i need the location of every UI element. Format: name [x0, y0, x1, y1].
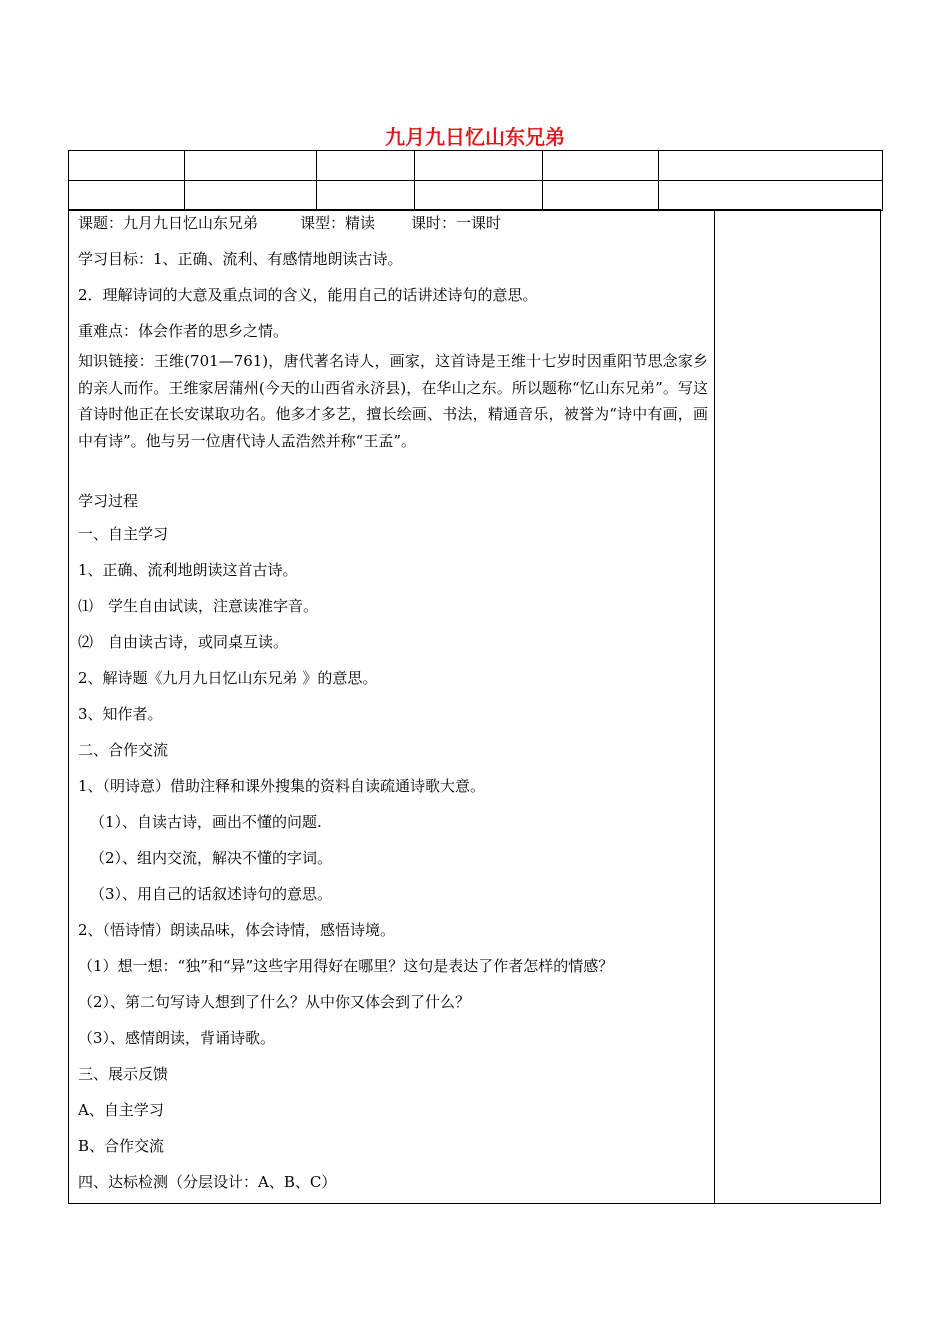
notes-column-divider	[714, 209, 715, 1204]
header-cell	[543, 151, 659, 181]
period-label: 课时：一课时	[411, 214, 502, 232]
header-grid-row	[69, 181, 883, 211]
course-label: 课题：九月九日忆山东兄弟	[78, 214, 259, 232]
list-item: 1、正确、流利地朗读这首古诗。	[78, 561, 298, 579]
section-heading: 学习过程	[78, 492, 139, 510]
header-cell	[659, 151, 883, 181]
header-grid-row	[69, 151, 883, 181]
section-heading: 二、合作交流	[78, 741, 169, 759]
header-cell	[317, 151, 415, 181]
list-item: 3、知作者。	[78, 705, 163, 723]
header-cell	[415, 151, 543, 181]
header-cell	[69, 181, 185, 211]
section-heading: 三、展示反馈	[78, 1065, 169, 1083]
list-item: 2、（悟诗情）朗读品味，体会诗情，感悟诗境。	[78, 921, 396, 939]
list-item: 1、（明诗意）借助注释和课外搜集的资料自读疏通诗歌大意。	[78, 777, 486, 795]
header-cell	[317, 181, 415, 211]
list-item: B、合作交流	[78, 1137, 165, 1155]
header-cell	[543, 181, 659, 211]
list-item: 2、解诗题《九月九日忆山东兄弟 》的意思。	[78, 669, 378, 687]
goal-line: 2．理解诗词的大意及重点词的含义，能用自己的话讲述诗句的意思。	[78, 286, 538, 304]
list-item: A、自主学习	[78, 1101, 164, 1119]
knowledge-paragraph: 知识链接：王维(701—761)，唐代著名诗人，画家，这首诗是王维十七岁时因重阳节思念家乡的亲人而作。王维家居蒲州(今天的山西省永济县)，在华山之东。所以题称“忆山东兄弟”。写这首诗时他正在长安谋取功名。他多才多艺，擅长绘画、书法，精通音乐，被誉为“诗中有画，画中有诗”。他与另一位唐代诗人孟浩然并称“王孟”。	[78, 352, 708, 450]
section-heading: 四、达标检测（分层设计：A、B、C）	[78, 1173, 337, 1191]
type-label: 课型：精读	[300, 214, 376, 232]
list-item: ⑴ 学生自由试读，注意读准字音。	[78, 597, 319, 615]
list-item: （2）、第二句写诗人想到了什么？从中你又体会到了什么？	[78, 993, 471, 1011]
key-point-line: 重难点：体会作者的思乡之情。	[78, 322, 289, 340]
page-title: 九月九日忆山东兄弟	[385, 125, 565, 149]
list-item: （1）想一想：“独”和“异”这些字用得好在哪里？这句是表达了作者怎样的情感？	[78, 957, 614, 975]
header-cell	[415, 181, 543, 211]
course-info-line	[78, 213, 501, 233]
header-grid	[68, 150, 883, 211]
list-item: ⑵ 自由读古诗，或同桌互读。	[78, 633, 289, 651]
goal-line: 学习目标：1、正确、流利、有感情地朗读古诗。	[78, 250, 403, 268]
header-cell	[185, 181, 317, 211]
list-item: （2）、组内交流，解决不懂的字词。	[90, 849, 333, 867]
section-heading: 一、自主学习	[78, 525, 169, 543]
header-cell	[185, 151, 317, 181]
list-item: （3）、感情朗读，背诵诗歌。	[78, 1029, 276, 1047]
list-item: （1）、自读古诗，画出不懂的问题.	[90, 813, 322, 831]
header-cell	[69, 151, 185, 181]
list-item: （3）、用自己的话叙述诗句的意思。	[90, 885, 333, 903]
header-cell	[659, 181, 883, 211]
